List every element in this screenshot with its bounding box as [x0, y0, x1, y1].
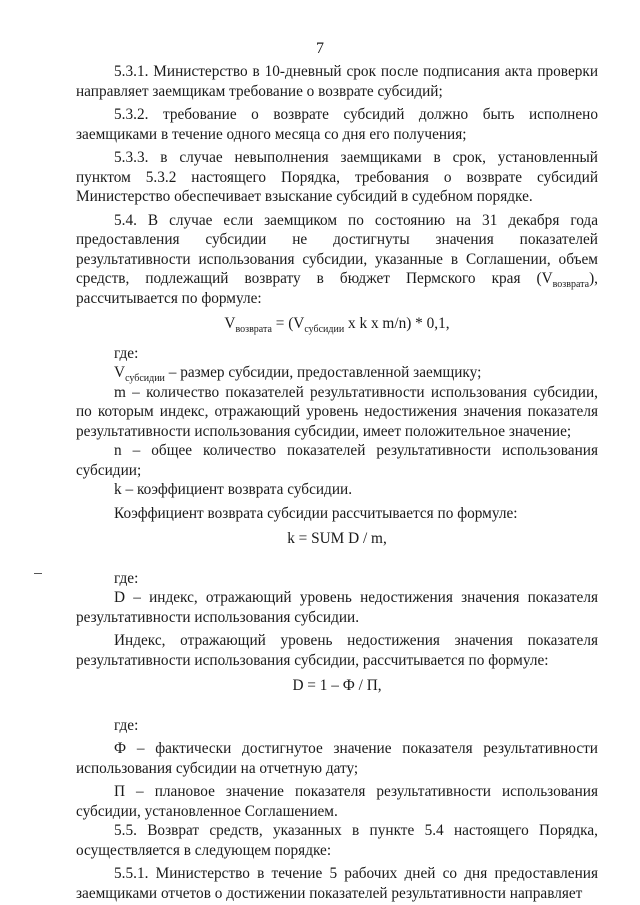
where-label-1: где:	[114, 344, 139, 362]
where-label-3: где:	[114, 716, 139, 734]
margin-mark	[34, 573, 42, 574]
formula-k: k = SUM D / m,	[287, 530, 387, 547]
paragraph-5-3-2: 5.3.2. требование о возврате субсидий должно быть исполнено заемщиками в течение одного месяца со дня его получения;	[76, 106, 598, 143]
v-return-subscript: возврата	[552, 279, 590, 291]
paragraph-5-4-tail: ), рассчитывается по формуле:	[76, 270, 598, 307]
definition-k: k – коэффициент возврата субсидии.	[114, 481, 353, 498]
definition-d: D – индекс, отражающий уровень недостижения значения показателя результативности использования субсидии.	[76, 589, 598, 626]
paragraph-5-5-1: 5.5.1. Министерство в течение 5 рабочих дней со дня предоставления заемщиками отчетов о достижении показателей результативности направляет	[76, 865, 598, 902]
definition-m: m – количество показателей результативности использования субсидии, по которым индекс, отражающий уровень недостижения значения показателя результативности использования субсидии, имеет положительное значение;	[76, 383, 598, 440]
document-body	[76, 62, 598, 903]
definition-n: n – общее количество показателей результативности использования субсидии;	[76, 442, 598, 479]
definition-f: Ф – фактически достигнутое значение показателя результативности использования субсидии на отчетную дату;	[76, 740, 598, 777]
paragraph-5-5: 5.5. Возврат средств, указанных в пункте 5.4 настоящего Порядка, осуществляется в следующем порядке:	[76, 822, 598, 859]
where-label-2: где:	[114, 569, 139, 587]
page-number: 7	[316, 40, 324, 57]
k-formula-intro: Коэффициент возврата субсидии рассчитывается по формуле:	[114, 504, 518, 522]
d-formula-intro: Индекс, отражающий уровень недостижения значения показателя результативности использования субсидии, рассчитывается по формуле:	[76, 632, 598, 669]
formula-d: D = 1 – Ф / П,	[292, 677, 382, 694]
definition-v-subsidy: $V_{субсидии}$ – размер субсидии, предоставленной заемщику;	[114, 364, 482, 385]
paragraph-5-4-text: 5.4. В случае если заемщиком по состоянию на 31 декабря года предоставления субсидии не достигнуты значения показателей результативности использования субсидии, указанные в Соглашении, объем средств, подлежащий возврату в бюджет Пермского края (V	[76, 211, 598, 287]
paragraph-5-4	[76, 211, 598, 309]
formula-v-return: $V_{возврата} = (V_{субсидии}$ x k x m/n) * 0,1,	[224, 315, 450, 336]
paragraph-5-3-3: 5.3.3. в случае невыполнения заемщиками в срок, установленный пунктом 5.3.2 настоящего Порядка, требования о возврате субсидий Министерство обеспечивает взыскание субсидий в судебном порядке.	[76, 149, 598, 205]
definition-p: П – плановое значение показателя результативности использования субсидии, установленное Соглашением.	[76, 783, 598, 820]
paragraph-5-3-1: 5.3.1. Министерство в 10-дневный срок после подписания акта проверки направляет заемщикам требование о возврате субсидий;	[76, 63, 598, 100]
